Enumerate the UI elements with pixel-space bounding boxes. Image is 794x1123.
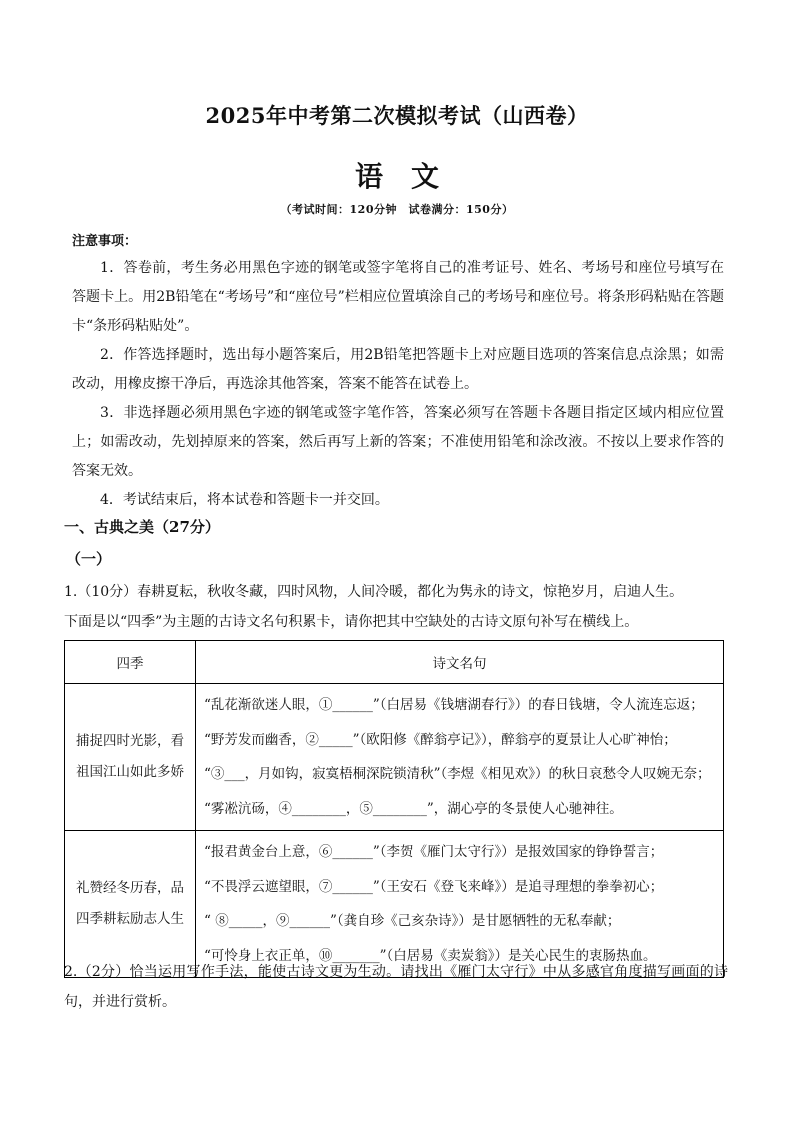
question-1-stem: 1.（10分）春耕夏耘，秋收冬藏，四时风物，人间冷暖，都化为隽永的诗文，惊艳岁月，启迪人生。 [64,584,684,600]
table-header: 四季 [65,641,196,684]
table-row [65,684,724,831]
exam-info: （考试时间：120分钟 试卷满分：150分） [280,203,514,216]
poem-table [64,640,724,978]
poem-line: “ ⑧_____，⑨______”（龚自珍《己亥杂诗》）是甘愿牺牲的无私奉献； [204,913,621,929]
question-1-instruction: 下面是以“四季”为主题的古诗文名句积累卡，请你把其中空缺处的古诗文原句补写在横线上。 [64,614,639,630]
row-lines [196,831,724,978]
poem-line: “报君黄金台上意，⑥______”（李贺《雁门太守行》）是报效国家的铮铮誓言； [204,844,664,860]
notice-item-4: 4．考试结束后，将本试卷和答题卡一并交回。 [100,492,389,508]
poem-line: “野芳发而幽香，②_____”（欧阳修《醉翁亭记》），醉翁亭的夏景让人心旷神怡； [204,731,677,748]
section-heading: 一、古典之美（27分） [64,518,220,536]
question-2: 2.（2分）恰当运用写作手法，能使古诗文更为生动。请找出《雁门太守行》中从多感官角度描写画面的诗句，并进行赏析。 [64,964,728,1010]
poem-line: “乱花渐欲迷人眼，①______”（白居易《钱塘湖春行》）的春日钱塘，令人流连忘返； [204,697,704,713]
notice-heading: 注意事项： [72,234,138,249]
subsection-heading: （一） [66,550,112,568]
notice-item-3: 3．非选择题必须用黑色字迹的钢笔或签字笔作答，答案必须写在答题卡各题目指定区域内相应位置上；如需改动，先划掉原来的答案，然后再写上新的答案；不准使用铅笔和涂改液。不按以上要求作答的答案无效。 [72,405,724,479]
notice-item-1: 1．答卷前，考生务必用黑色字迹的钢笔或签字笔将自己的准考证号、姓名、考场号和座位号填写在答题卡上。用2B铅笔在“考场号”和“座位号”栏相应位置填涂自己的考场号和座位号。将条形码粘贴在答题卡“条形码粘贴处”。 [72,260,724,334]
poem-line: “雾凇沆砀，④________，⑤________”，湖心亭的冬景使人心驰神往。 [204,800,623,817]
row-lines [196,684,724,831]
row-theme: 礼赞经冬历春，品四季耕耘励志人生 [65,831,196,978]
table-row [65,831,724,978]
table-header-row [65,641,724,684]
poem-line: “③___，月如钩，寂寞梧桐深院锁清秋”（李煜《相见欢》）的秋日哀愁令人叹婉无奈； [204,766,711,782]
notice-item-2: 2．作答选择题时，选出每小题答案后，用2B铅笔把答题卡上对应题目选项的答案信息点涂黑；如需改动，用橡皮擦干净后，再选涂其他答案，答案不能答在试卷上。 [72,347,724,392]
poem-line: “不畏浮云遮望眼，⑦______”（王安石《登飞来峰》）是追寻理想的拳拳初心； [204,878,664,895]
subject-title: 语文 [354,160,467,193]
table-header: 诗文名句 [196,641,724,684]
exam-title: 2025年中考第二次模拟考试（山西卷） [205,103,589,128]
poem-line: “可怜身上衣正单，⑩_______”（白居易《卖炭翁》）是关心民生的衷肠热血。 [204,947,657,964]
row-theme: 捕捉四时光影，看祖国江山如此多娇 [65,684,196,831]
